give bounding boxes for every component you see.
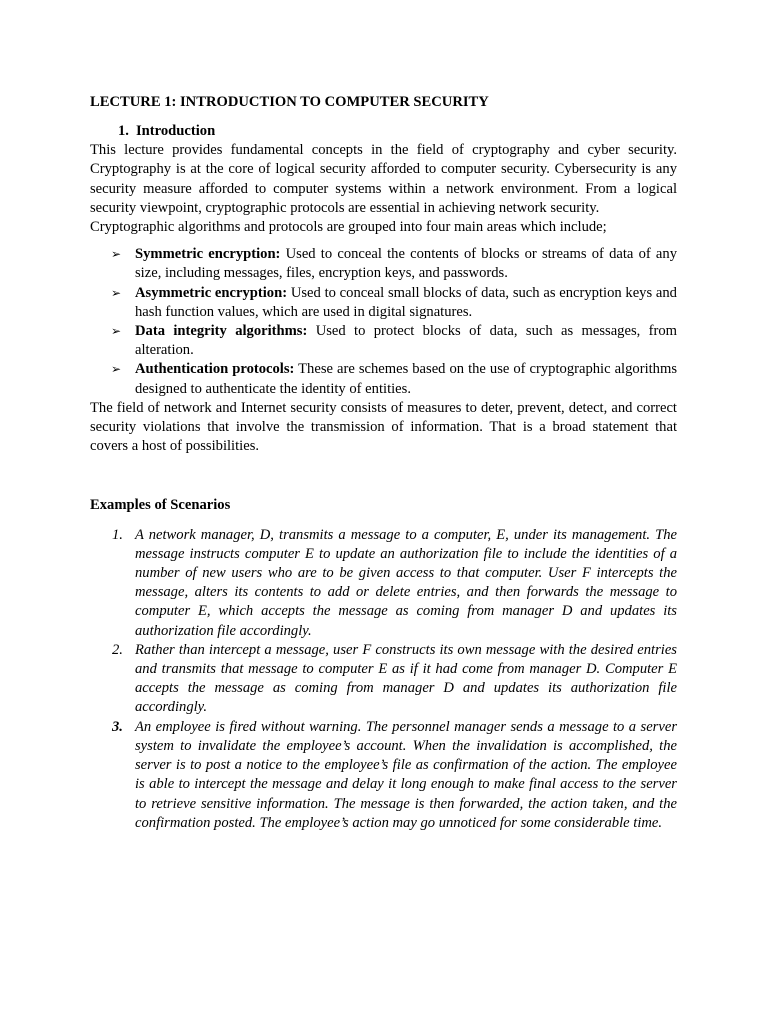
list-item — [90, 718, 677, 833]
list-item — [90, 526, 677, 641]
scenario-text: An employee is fired without warning. The personnel manager sends a message to a server system to invalidate the employee’s account. When the invalidation is accomplished, the server is to post a notice to the employee’s file as confirmation of the action. The employee is able to intercept the message and delay it long enough to make final access to the server to retrieve sensitive information. The message is then forwarded, the action taken, and the confirmation posted. The employee’s action may go unnoticed for some considerable time. — [135, 718, 677, 831]
list-item — [90, 245, 677, 283]
list-item — [90, 284, 677, 322]
list-item — [90, 322, 677, 360]
arrow-bullet-icon: ➢ — [111, 285, 122, 300]
arrow-bullet-icon: ➢ — [111, 324, 122, 339]
area-description: These are schemes based on the use of cryptographic algorithms designed to authenticate the identity of entities. — [135, 361, 678, 397]
scenario-number: 2. — [112, 641, 123, 658]
areas-list — [90, 245, 677, 399]
section-label: Introduction — [136, 123, 216, 139]
document-page — [90, 93, 677, 833]
areas-intro-paragraph: Cryptographic algorithms and protocols are grouped into four main areas which include; — [90, 219, 607, 236]
scenarios-list — [90, 526, 677, 833]
intro-paragraph: This lecture provides fundamental concepts in the field of cryptography and cyber security. Cryptography is at the core of logical security afforded to computer security. Cybersecurity is any security measure afforded to computer systems within a network environment. From a logical security viewpoint, cryptographic protocols are essential in achieving network security. — [90, 142, 677, 216]
area-description: Used to protect blocks of data, such as messages, from alteration. — [135, 323, 677, 359]
scenario-text: A network manager, D, transmits a message to a computer, E, under its management. The message instructs computer E to update an authorization file to include the identities of a number of new users who are to be given access to that computer. User F intercepts the message, alters its contents to add or delete entries, and then forwards the message to computer E, which accepts the message as coming from manager D and updates its authorization file accordingly. — [135, 526, 677, 639]
lecture-title: LECTURE 1: INTRODUCTION TO COMPUTER SECURITY — [90, 94, 489, 110]
area-term: Asymmetric encryption: — [135, 284, 288, 301]
area-term: Authentication protocols: — [135, 361, 295, 378]
arrow-bullet-icon: ➢ — [111, 362, 122, 377]
area-description: Used to conceal the contents of blocks or streams of data of any size, including messages, files, encryption keys, and passwords. — [135, 246, 677, 282]
section-number: 1. — [118, 123, 129, 139]
area-description: Used to conceal small blocks of data, such as encryption keys and hash function values, which are used in digital signatures. — [135, 284, 677, 320]
scenario-number: 3. — [112, 718, 123, 735]
section-heading — [118, 122, 677, 141]
examples-heading: Examples of Scenarios — [90, 497, 231, 514]
scenario-text: Rather than intercept a message, user F constructs its own message with the desired entries and transmits that message to computer E as if it had come from manager D. Computer E accepts the message as coming from manager D and updates its authorization file accordingly. — [135, 641, 677, 716]
list-item — [90, 360, 677, 398]
arrow-bullet-icon: ➢ — [111, 247, 122, 262]
network-security-paragraph: The field of network and Internet security consists of measures to deter, prevent, detect, and correct security violations that involve the transmission of information. That is a broad statement that covers a host of possibilities. — [90, 399, 677, 455]
area-term: Symmetric encryption: — [135, 246, 281, 263]
scenario-number: 1. — [112, 526, 123, 543]
area-term: Data integrity algorithms: — [135, 323, 308, 340]
list-item — [90, 641, 677, 718]
